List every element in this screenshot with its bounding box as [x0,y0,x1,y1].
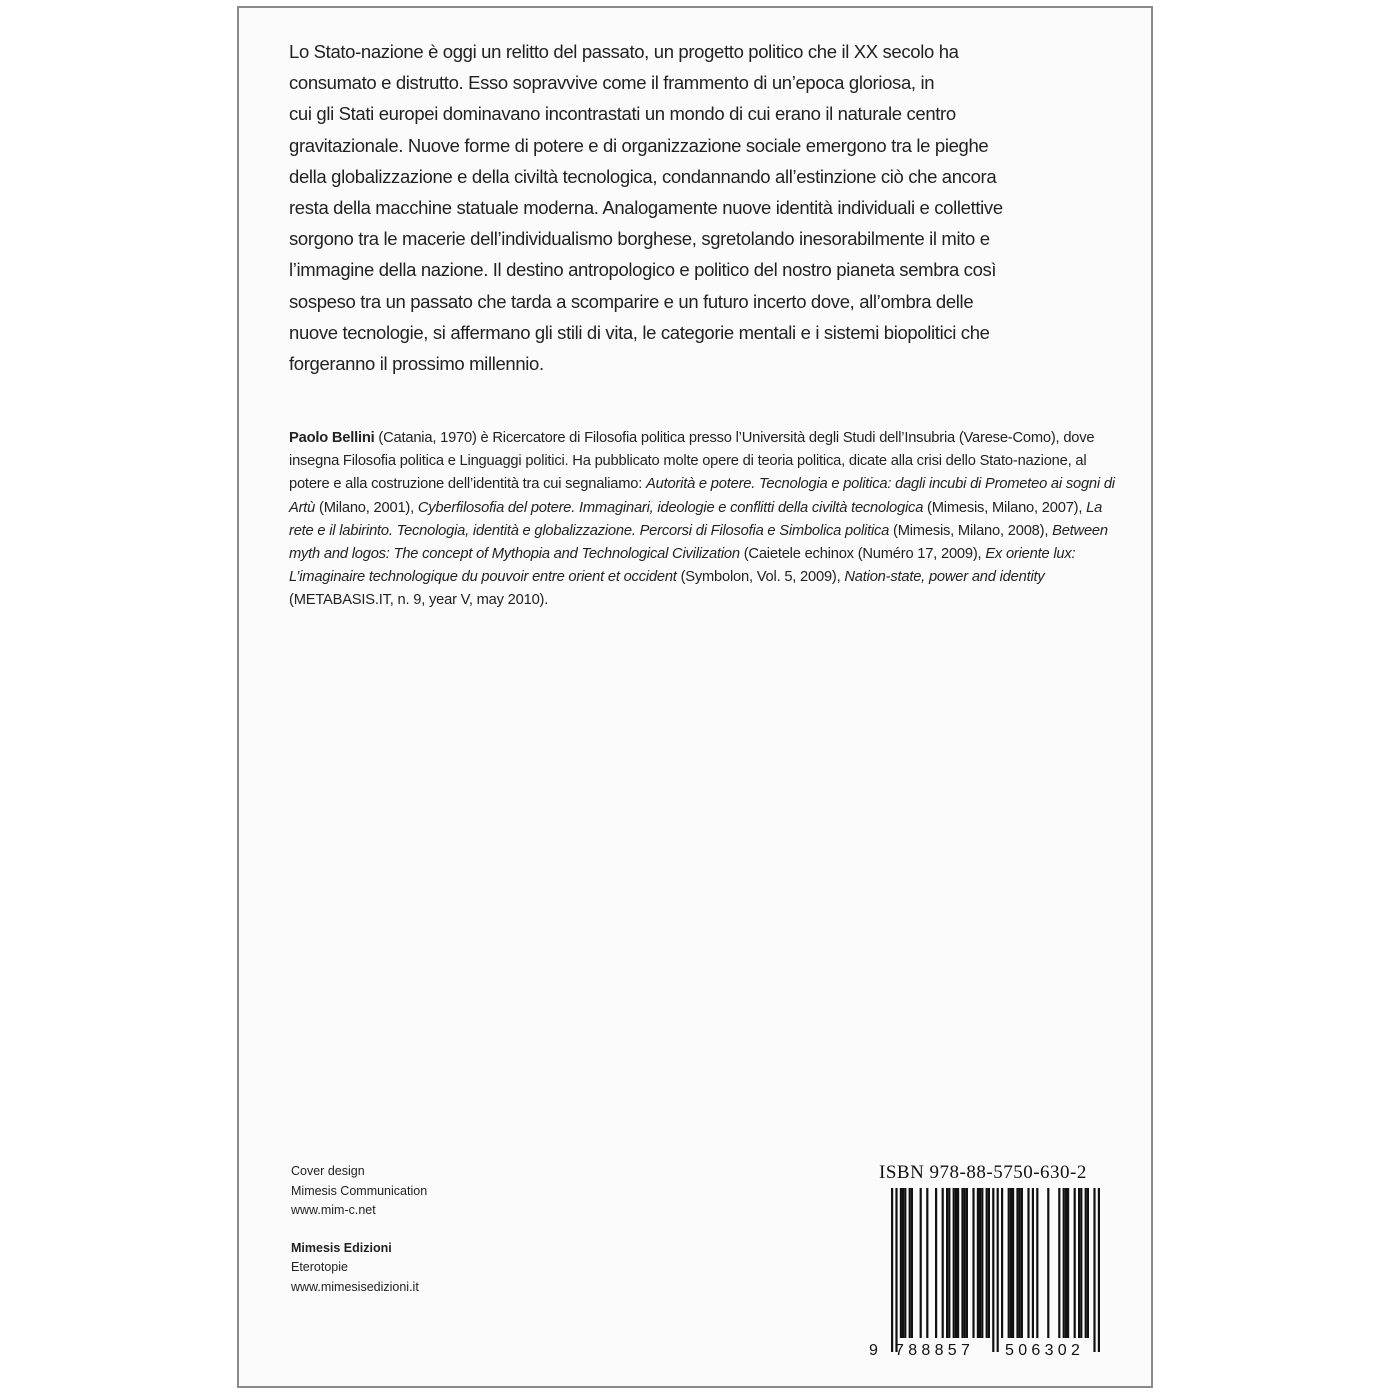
barcode-bar [900,1188,902,1338]
barcode-bar [981,1188,983,1338]
bio-text: (Symbolon, Vol. 5, 2009), [676,569,845,586]
barcode-bar [1087,1188,1089,1338]
barcode-bar [1063,1188,1065,1338]
bio-title: Ex oriente lux: L’imaginaire technologique du pouvoir entre orient et occident [289,546,1076,586]
barcode-bars [869,1160,1121,1370]
blurb-text [289,36,1119,379]
bio-text: (Mimesis, Milano, 2008), [889,522,1053,539]
blurb-line: cui gli Stati europei dominavano incontrastati un mondo di cui erano il naturale centro [289,103,956,125]
barcode-bar [986,1188,988,1338]
barcode-bar [1036,1188,1038,1338]
author-bio [289,427,1119,613]
blurb-line: sospeso tra un passato che tarda a scomparire e un futuro incerto dove, all’ombra delle [289,290,974,312]
barcode-bar [997,1188,999,1352]
publisher-url: www.mimesisedizioni.it [291,1279,419,1294]
book-back-cover [237,6,1153,1388]
barcode-bar [926,1188,928,1338]
bio-title: Autorità e potere. Tecnologia e politica: dagli incubi di Prometeo ai sogni di Artù [289,476,1115,516]
barcode-bar [946,1188,948,1338]
barcode-bar [957,1188,959,1338]
barcode-bar [935,1188,937,1338]
bio-title: Nation-state, power and identity [844,569,1045,586]
barcode-bar [1080,1188,1082,1338]
barcode-bar [972,1188,974,1338]
barcode-bar [891,1188,893,1352]
barcode-bar [1008,1188,1010,1338]
barcode-bar [977,1188,979,1338]
barcode-bar [895,1188,897,1352]
barcode-bar [1047,1188,1049,1338]
publisher-name: Mimesis Edizioni [291,1240,392,1255]
barcode-bar [942,1188,944,1338]
barcode-bar [948,1188,950,1338]
blurb-line: forgeranno il prossimo millennio. [289,353,544,375]
barcode-bar [961,1188,963,1338]
barcode-bar [1098,1188,1100,1352]
barcode-bar [911,1188,913,1338]
isbn-label: ISBN 978-88-5750-630-2 [879,1162,1087,1183]
barcode-bar [953,1188,955,1338]
bio-text: (Mimesis, Milano, 2007), [923,499,1087,516]
bio-text: (Caietele echinox (Numéro 17, 2009), [739,546,986,563]
blurb-line: gravitazionale. Nuove forme di potere e di organizzazione sociale emergono tra le pieghe [289,134,989,156]
series-name: Eterotopie [291,1260,348,1274]
barcode-bar [1016,1188,1018,1338]
barcode-bar [1021,1188,1023,1338]
barcode-bar [1027,1188,1029,1338]
barcode-bar [988,1188,990,1338]
barcode-bar [1074,1188,1076,1338]
barcode-bar [992,1188,994,1352]
author-name: Paolo Bellini [289,430,375,446]
credits [291,1162,427,1297]
blurb-line: Lo Stato-nazione è oggi un relitto del passato, un progetto politico che il XX secolo ha [289,41,959,62]
isbn-barcode [869,1160,1121,1370]
barcode-bar [979,1188,981,1338]
barcode-bar [966,1188,968,1338]
barcode-bar [904,1188,906,1338]
barcode-lead-digit: 9 [869,1342,878,1359]
barcode-bar [1085,1188,1087,1338]
barcode-bar [1010,1188,1012,1338]
blurb-line: resta della macchine statuale moderna. Analogamente nuove identità individuali e collettive [289,197,1003,219]
credit-line: Cover design [291,1164,365,1178]
barcode-bar [1093,1188,1095,1352]
barcode-bar [964,1188,966,1338]
bio-title: Cyberfilosofia del potere. Immaginari, ideologie e conflitti della civiltà tecnologica [417,499,924,516]
blurb-line: della globalizzazione e della civiltà tecnologica, condannando all’estinzione ciò che ancora [289,165,997,187]
bio-text: (METABASIS.IT, n. 9, year V, may 2010). [289,592,549,609]
blurb-line: sorgono tra le macerie dell’individualismo borghese, sgretolando inesorabilmente il mito e [289,228,990,250]
barcode-bar [1001,1188,1003,1338]
barcode-bar [920,1188,922,1338]
barcode-bar [1032,1188,1034,1338]
blurb-line: nuove tecnologie, si affermano gli stili di vita, le categorie mentali e i sistemi biopolitici che [289,321,990,343]
bio-title: La rete e il labirinto. Tecnologia, identità e globalizzazione. Percorsi di Filosofia e Simbolica politica [289,499,1103,539]
bio-text: (Milano, 2001), [315,499,418,516]
blurb-line: consumato e distrutto. Esso sopravvive come il frammento di un’epoca gloriosa, in [289,72,935,94]
barcode-left-digits: 788857 [895,1342,975,1359]
barcode-right-digits: 506302 [1005,1342,1085,1359]
barcode-bar [1012,1188,1014,1338]
barcode-bar [1019,1188,1021,1338]
credit-line: www.mim-c.net [291,1203,376,1217]
bio-title: Between myth and logos: The concept of Mythopia and Technological Civilization [289,522,1108,563]
barcode-bar [1058,1188,1060,1338]
credit-line: Mimesis Communication [291,1183,428,1198]
barcode-bar [1065,1188,1067,1338]
bio-text: (Catania, 1970) è Ricercatore di Filosofia politica presso l’Università degli Studi dell’Insubria (Varese-Como), dove insegna Filosofia politica e Linguaggi politici. Ha pubblicato molte opere di teoria politica, dicate alla crisi dello Stato-nazione, al potere e alla costruzione dell’identità tra cui segnaliamo: [289,430,1095,493]
barcode-bar [955,1188,957,1338]
blurb-line: l’immagine della nazione. Il destino antropologico e politico del nostro pianeta sembra così [289,259,997,281]
barcode-bar [1078,1188,1080,1338]
bio-body [289,430,1115,608]
barcode-bar [902,1188,904,1338]
barcode-bar [909,1188,911,1338]
barcode-bar [1067,1188,1069,1338]
